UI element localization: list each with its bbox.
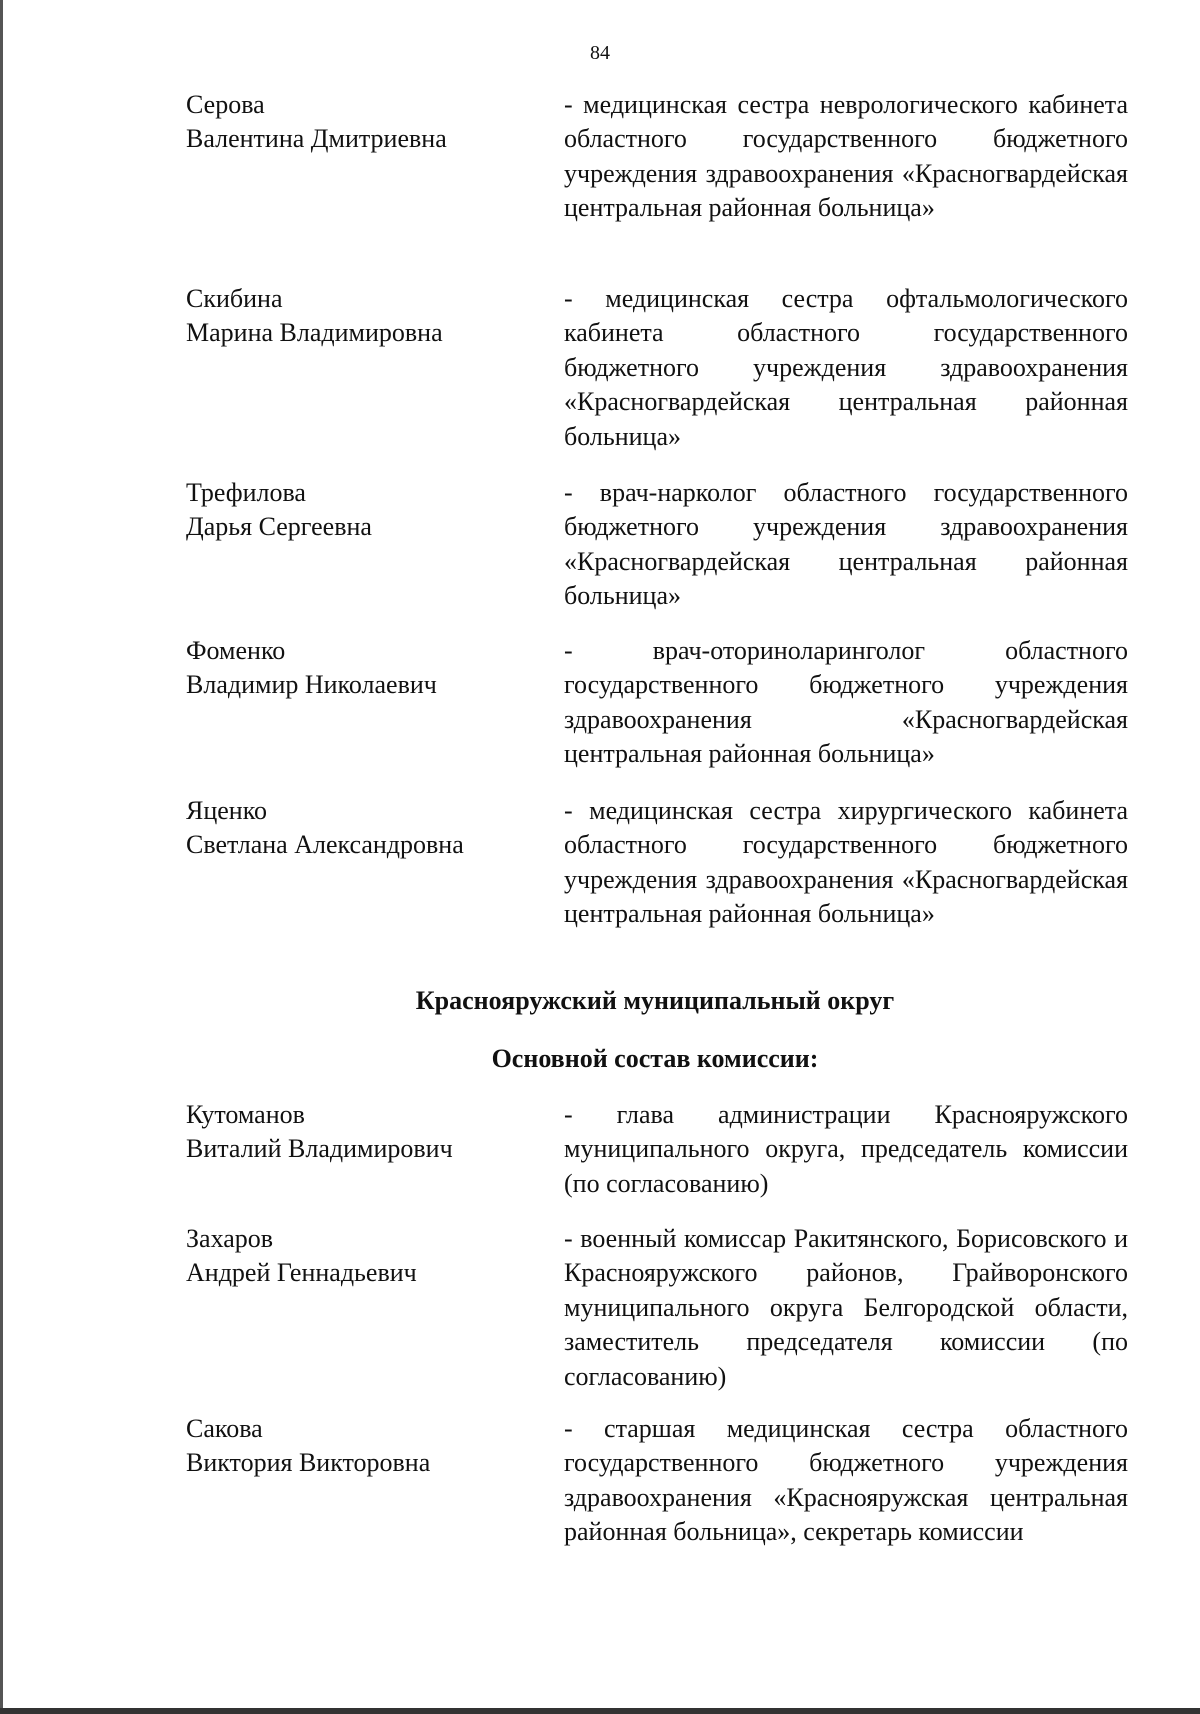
member-name [186, 476, 546, 545]
member-role: - медицинская сестра хирургического кабинета областного государственного бюджетного учреждения здравоохранения «Красногвардейская центральная районная больница» [564, 796, 1128, 929]
member-given-name: Светлана Александровна [186, 830, 464, 860]
member-surname: Яценко [186, 796, 268, 825]
member-role: - медицинская сестра неврологического кабинета областного государственного бюджетного учреждения здравоохранения «Красногвардейская центральная районная больница» [564, 90, 1128, 223]
member-name [186, 1098, 546, 1167]
section-title: Краснояружский муниципальный округ [415, 986, 895, 1015]
member-name [186, 1222, 546, 1291]
scan-edge-left [0, 0, 3, 1714]
scan-edge-bottom [0, 1708, 1200, 1714]
member-role: - глава администрации Краснояружского муниципального округа, председатель комиссии (по согласованию) [564, 1100, 1128, 1198]
member-role: - военный комиссар Ракитянского, Борисовского и Краснояружского районов, Грайворонского муниципального округа Белгородской области, заместитель председателя комиссии (по согласованию) [564, 1224, 1128, 1391]
member-name [186, 88, 546, 157]
member-surname: Кутоманов [186, 1100, 305, 1129]
member-name [186, 634, 546, 703]
member-name [186, 1412, 546, 1481]
member-given-name: Андрей Геннадьевич [186, 1258, 417, 1288]
member-given-name: Владимир Николаевич [186, 670, 437, 700]
member-role: - медицинская сестра офтальмологического кабинета областного государственного бюджетного учреждения здравоохранения «Красногвардейская центральная районная больница» [564, 284, 1128, 451]
member-surname: Сакова [186, 1414, 263, 1443]
member-given-name: Дарья Сергеевна [186, 512, 372, 542]
member-name [186, 282, 546, 351]
member-given-name: Валентина Дмитриевна [186, 124, 447, 154]
member-surname: Трефилова [186, 478, 306, 507]
member-role: - врач-нарколог областного государственного бюджетного учреждения здравоохранения «Красногвардейская центральная районная больница» [564, 478, 1128, 611]
member-given-name: Марина Владимировна [186, 318, 443, 348]
member-surname: Скибина [186, 284, 283, 313]
page-number: 84 [590, 42, 610, 64]
member-surname: Захаров [186, 1224, 274, 1253]
member-surname: Фоменко [186, 636, 286, 665]
member-role: - старшая медицинская сестра областного государственного бюджетного учреждения здравоохранения «Краснояружская центральная районная больница», секретарь комиссии [564, 1414, 1128, 1547]
member-surname: Серова [186, 90, 265, 119]
member-name [186, 794, 546, 863]
member-given-name: Виктория Викторовна [186, 1448, 431, 1478]
subsection-title: Основной состав комиссии: [491, 1044, 819, 1073]
member-given-name: Виталий Владимирович [186, 1134, 453, 1164]
member-role: - врач-оториноларинголог областного государственного бюджетного учреждения здравоохранения «Красногвардейская центральная районная больница» [564, 636, 1128, 769]
